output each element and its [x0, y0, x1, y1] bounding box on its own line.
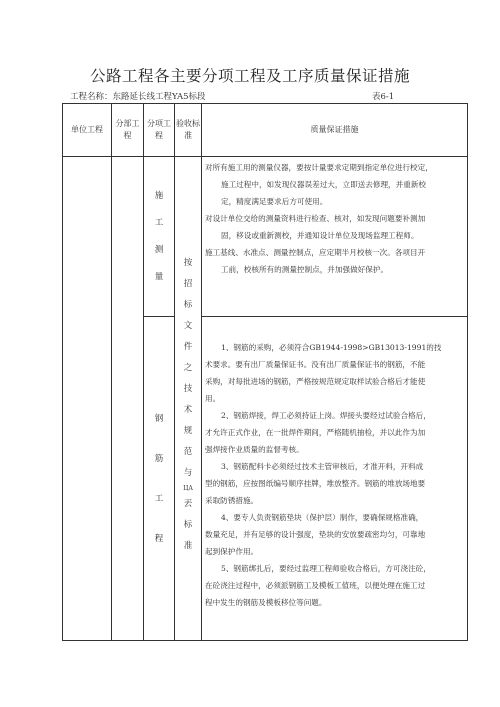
measure-line: 2、钢筋焊接，焊工必须持证上岗。焊接头要经过试验合格后，: [221, 411, 431, 420]
measure-line: 5、钢筋绑扎后，要经过监理工程师验收合格后，方可浇注砼，: [221, 564, 431, 573]
table-number: 表6-1: [372, 92, 395, 102]
header-unit: 单位工程: [63, 104, 112, 157]
rebar-measures: [202, 317, 468, 641]
measure-line: 采取防锈措施。: [205, 496, 259, 505]
measure-line: 固，移设或重新测校，并通知设计单位及现场监理工程师。: [221, 231, 419, 240]
quality-measures-table: [62, 103, 468, 641]
acceptance-standard: 按 招 标 文 件 之 技 术 规 范 与 ЦА 丟 标 准: [175, 157, 202, 641]
measure-line: 型的钢筋，应按图纸编号顺序挂牌，堆放整齐。钢筋的堆放场地要: [205, 479, 426, 488]
unit-cell: [63, 157, 112, 641]
measure-line: 强焊接作业质量的监督考核。: [205, 445, 304, 454]
header-sub-item: 分项工程: [144, 104, 175, 157]
header-acceptance: 验收标准: [175, 104, 202, 157]
measure-line: 1、钢筋的采购，必须符合GB1944-1998>GB13013-1991的技: [221, 343, 442, 352]
sub-item-survey: 施 工 测 量: [144, 157, 175, 317]
measure-line: 才允许正式作业，在一批焊件期间，严格随机抽检，并以此作为加: [205, 428, 426, 437]
header-sub-part: 分部工程: [112, 104, 144, 157]
survey-measures: [202, 157, 468, 317]
measure-line: 用。: [205, 394, 221, 403]
table-row-survey: [63, 157, 468, 317]
measure-line: 术要求。要有出厂质量保证书。没有出厂质量保证书的钢筋，不能: [205, 360, 426, 369]
measure-line: 4、要专人负责钢筋垫块（保护层）制作，要确保规格准确，: [221, 513, 424, 522]
measure-line: 程中发生的钢筋及模板移位等问题。: [205, 598, 327, 607]
measure-line: 数量充足，并有足够的设计强度，垫块的安放要疏密均匀，可靠地: [205, 530, 426, 539]
measure-line: 起到保护作用。: [205, 547, 259, 556]
sub-item-rebar: 钢 筋 工 程: [144, 317, 175, 641]
measure-line: 对所有施工用的测量仪器，要按计量要求定期到指定单位进行校定，: [205, 163, 433, 172]
sub-part-cell: [112, 157, 144, 641]
measure-line: 定，精度满足要求后方可使用。: [221, 197, 328, 206]
header-measures: 质量保证措施: [202, 104, 468, 157]
measure-line: 工前，校核所有的测量控制点，并加强做好保护。: [221, 265, 389, 274]
page-title: 公路工程各主要分项工程及工序质量保证措施: [89, 67, 410, 85]
measure-line: 3、钢筋配料卡必须经过技术主管审核后，才准开料，开料成: [221, 462, 424, 471]
measure-line: 在砼浇注过程中，必须派钢筋工及模板工值班，以便处理在施工过: [205, 581, 426, 590]
table-header-row: [63, 104, 468, 157]
measure-line: 施工基线、水准点、测量控制点，应定期半月校核一次。各项目开: [205, 248, 426, 257]
measure-line: 施工过程中，如发现仪器误差过大，立即送去修理，并重新校: [221, 180, 427, 189]
project-name: 工程名称：东路延长线工程YA5标段: [70, 92, 206, 102]
measure-line: 采购，对每批进场的钢筋，严格按规范规定取样试验合格后才能使: [205, 377, 426, 386]
measure-line: 对设计单位交给的测量资料进行检查、核对，如发现问题要补测加: [205, 214, 426, 223]
